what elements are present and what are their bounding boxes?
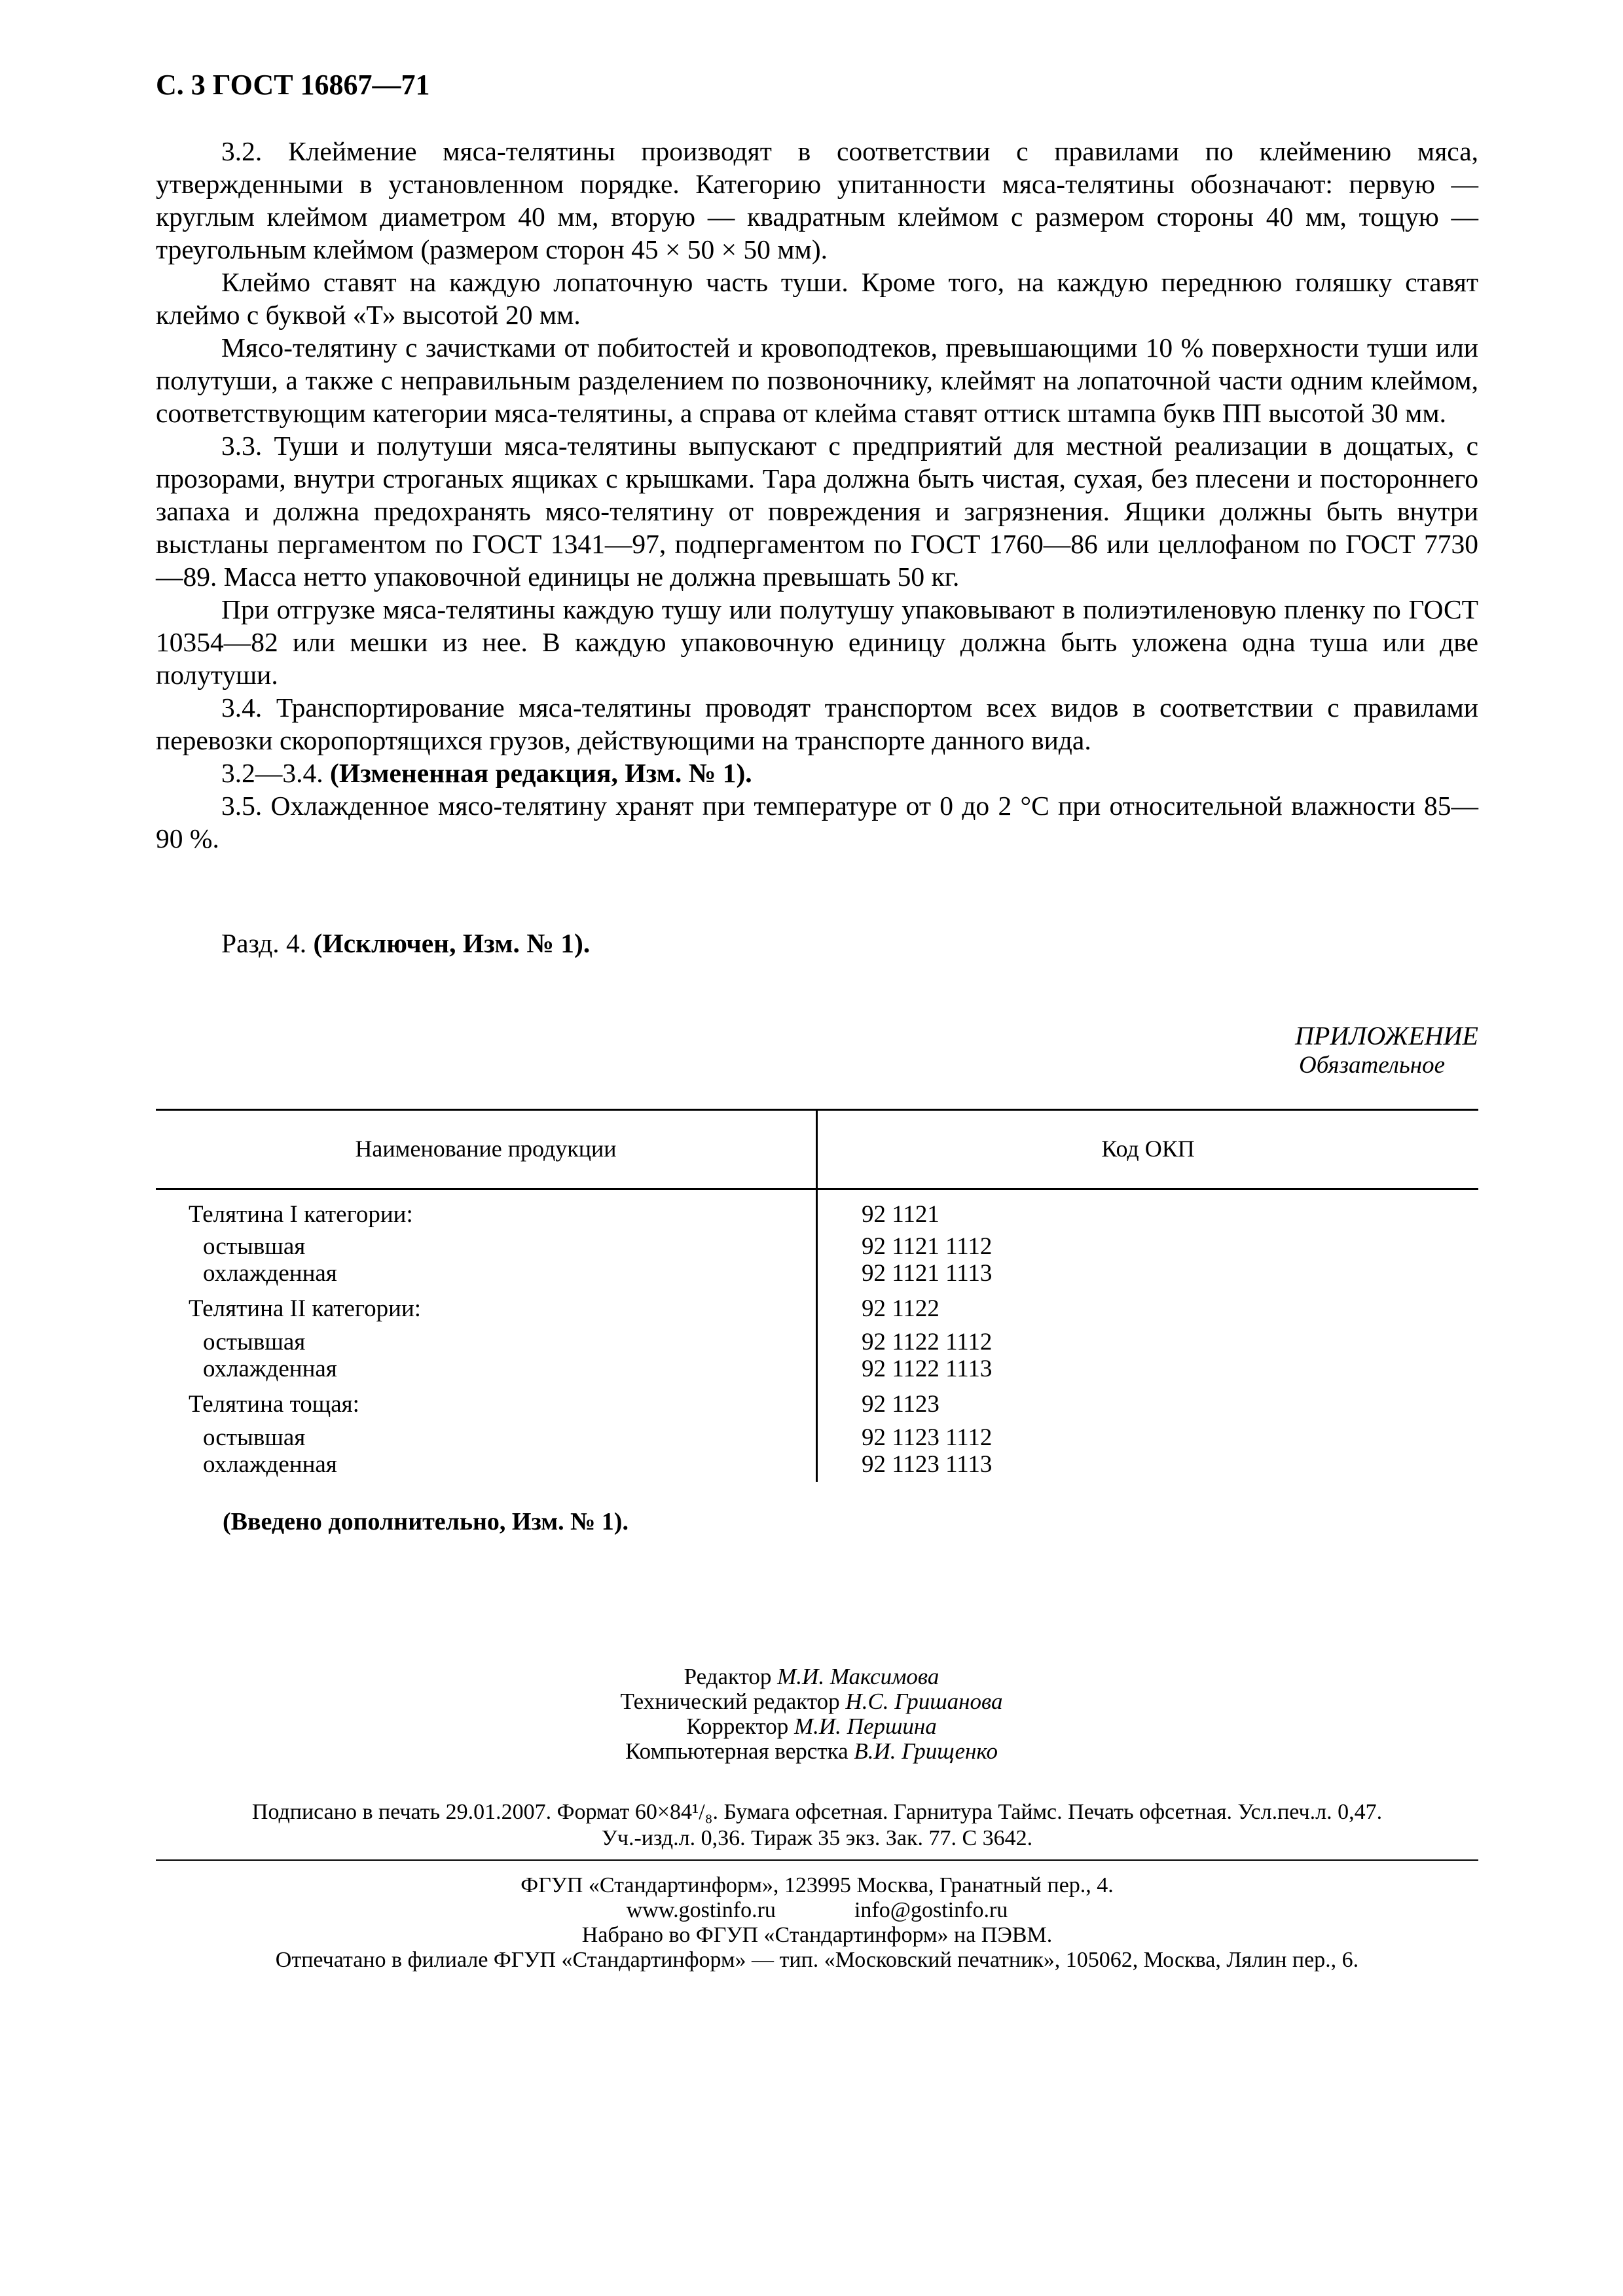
table-row-name: остывшая [203, 1329, 306, 1355]
paragraph-stamp-placement: Клеймо ставят на каждую лопаточную часть туши. Кроме того, на каждую переднюю голяшку ставят клеймо с буквой «Т» высотой 20 мм. [156, 267, 1478, 330]
credit-corrector-label: Корректор [686, 1713, 794, 1739]
imprint-signed: Подписано в печать 29.01.2007. Формат 60×84¹/₈. Бумага офсетная. Гарнитура Таймс. Печать офсетная. Усл.печ.л. 0,47. [251, 1800, 1383, 1824]
imprint-rule [156, 1859, 1478, 1861]
table-row-code: 92 1122 [862, 1295, 939, 1322]
imprint-website: www.gostinfo.ru [626, 1898, 776, 1922]
paragraph-3-3: 3.3. Туши и полутуши мяса-телятины выпускают с предприятий для местной реализации в дощатых, с прозорами, внутри строганых ящиках с крышками. Тара должна быть чистая, сухая, без плесени и постороннего запаха и должна предохранять мясо-телятину от повреждения и загрязнения. Ящики должны быть внутри выстланы пергаментом по ГОСТ 1341—97, подпергаментом по ГОСТ 1760—86 или целлофаном по ГОСТ 7730—89. Масса нетто упаковочной единицы не должна превышать 50 кг. [156, 431, 1478, 592]
credit-corrector-name: М.И. Першина [793, 1713, 937, 1739]
body-text [156, 135, 1478, 855]
section-4-note [221, 927, 590, 959]
okp-code-table [156, 1109, 1478, 1482]
table-row-name: остывшая [203, 1424, 306, 1451]
header-product-name: Наименование продукции [355, 1136, 617, 1162]
credit-layout [0, 1738, 1623, 1765]
table-row-name: Телятина II категории: [189, 1295, 422, 1322]
paragraph-trimmed-meat: Мясо-телятину с зачистками от побитостей и кровоподтеков, превышающими 10 % поверхности туши или полутуши, а также с неправильным разделением по позвоночнику, клеймят на лопаточной части одним клеймом, соответствующим категории мяса-телятины, а справа от клейма ставят оттиск штампа букв ПП высотой 30 мм. [156, 332, 1478, 428]
credit-tech-editor [0, 1689, 1623, 1715]
table-row-code: 92 1123 1113 [862, 1451, 993, 1478]
table-row-code: 92 1121 1113 [862, 1260, 993, 1287]
credit-layout-name: В.И. Грищенко [854, 1738, 998, 1764]
table-row-code: 92 1121 1112 [862, 1233, 993, 1260]
paragraph-amendment [156, 757, 1478, 789]
section-4-prefix: Разд. 4. [221, 928, 314, 958]
imprint-circulation: Уч.-изд.л. 0,36. Тираж 35 экз. Зак. 77. С 3642. [601, 1826, 1033, 1850]
table-row-name: охлажденная [203, 1451, 337, 1478]
imprint-contacts [156, 1898, 1478, 1923]
appendix-subtitle: Обязательное [1298, 1052, 1445, 1079]
paragraph-3-5: 3.5. Охлажденное мясо-телятину хранят при температуре от 0 до 2 °С при относительной влажности 85—90 %. [156, 791, 1478, 853]
table-row-code: 92 1121 [862, 1201, 939, 1228]
table-row-code: 92 1122 1113 [862, 1355, 993, 1382]
table-row-name: охлажденная [203, 1355, 337, 1382]
table-column-divider [816, 1109, 818, 1482]
credit-editor [0, 1664, 1623, 1690]
credit-tech-editor-label: Технический редактор [620, 1689, 846, 1714]
table-row-code: 92 1122 1112 [862, 1329, 993, 1355]
added-note: (Введено дополнительно, Изм. № 1). [223, 1508, 629, 1535]
table-row-name: охлажденная [203, 1260, 337, 1287]
table-row-name: Телятина тощая: [189, 1391, 359, 1418]
table-row-name: Телятина I категории: [189, 1201, 413, 1228]
paragraph-shipping: При отгрузке мяса-телятины каждую тушу или полутушу упаковывают в полиэтиленовую пленку по ГОСТ 10354—82 или мешки из нее. В каждую упаковочную единицу должна быть уложена одна туша или две полутуши. [156, 594, 1478, 690]
page-header: С. 3 ГОСТ 16867—71 [156, 69, 430, 101]
imprint-typeset: Набрано во ФГУП «Стандартинформ» на ПЭВМ. [581, 1923, 1053, 1947]
table-row-code: 92 1123 1112 [862, 1424, 993, 1451]
table-row-name: остывшая [203, 1233, 306, 1260]
imprint-printed: Отпечатано в филиале ФГУП «Стандартинформ» — тип. «Московский печатник», 105062, Москва, Лялин пер., 6. [275, 1948, 1359, 1972]
paragraph-3-2: 3.2. Клеймение мяса-телятины производят в соответствии с правилами по клеймению мяса, утвержденными в установленном порядке. Категорию упитанности мяса-телятины обозначают: первую — круглым клеймом диаметром 40 мм, вторую — квадратным клеймом с размером стороны 40 мм, тощую — треугольным клеймом (размером сторон 45 × 50 × 50 мм). [156, 136, 1478, 264]
section-4-excluded: (Исключен, Изм. № 1). [313, 928, 591, 958]
table-row-code: 92 1123 [862, 1391, 939, 1418]
imprint-publisher: ФГУП «Стандартинформ», 123995 Москва, Гранатный пер., 4. [520, 1873, 1114, 1897]
paragraph-3-4: 3.4. Транспортирование мяса-телятины проводят транспортом всех видов в соответствии с правилами перевозки скоропортящихся грузов, действующими на транспорте данного вида. [156, 692, 1478, 755]
credit-tech-editor-name: Н.С. Гришанова [845, 1689, 1003, 1714]
imprint-email: info@gostinfo.ru [854, 1898, 1008, 1922]
amendment-note: (Измененная редакция, Изм. № 1). [330, 758, 752, 788]
credit-layout-label: Компьютерная верстка [625, 1738, 854, 1764]
header-okp-code: Код ОКП [1101, 1136, 1195, 1162]
credit-editor-label: Редактор [684, 1664, 778, 1689]
amendment-prefix: 3.2—3.4. [221, 758, 330, 788]
appendix-title: ПРИЛОЖЕНИЕ [1295, 1021, 1478, 1050]
credit-editor-name: М.И. Максимова [777, 1664, 939, 1689]
credit-corrector [0, 1713, 1623, 1740]
